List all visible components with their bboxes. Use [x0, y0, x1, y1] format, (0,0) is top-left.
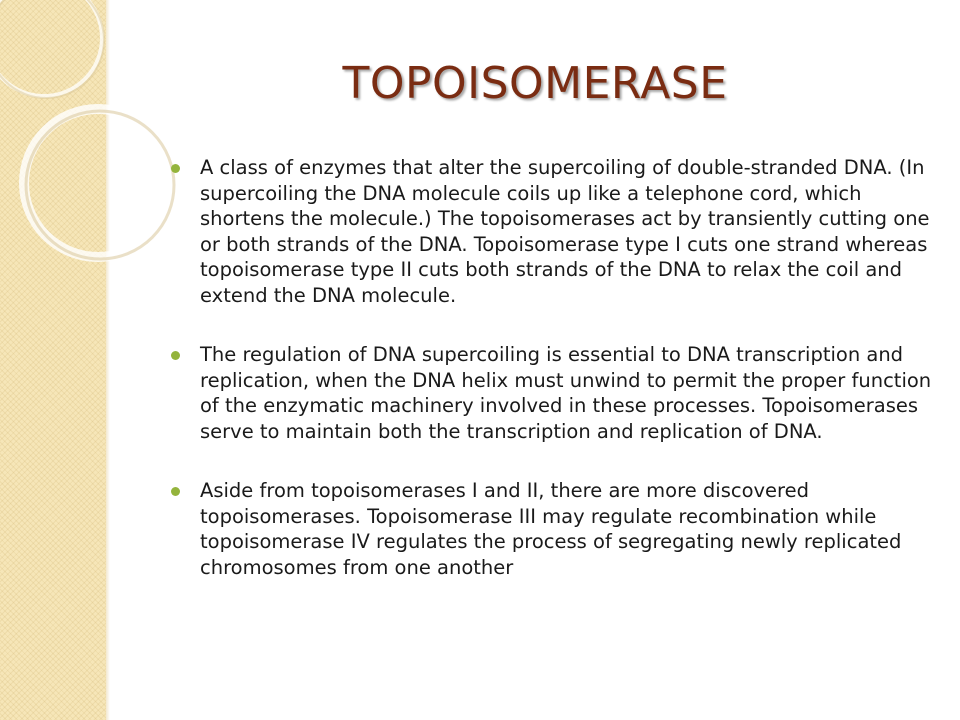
small-ring-shade	[26, 111, 174, 259]
bullet-text: A class of enzymes that alter the supercoiling of double-stranded DNA. (In supercoiling the DNA molecule coils up like a telephone cord, which shortens the molecule.) The topoisomerases act by transiently cutting one or both strands of the DNA. Topoisomerase type I cuts one strand whereas topoisomerase type II cuts both strands of the DNA to relax the coil and extend the DNA molecule.	[200, 156, 930, 307]
bullet-item-other-types	[171, 478, 939, 580]
bullet-text: The regulation of DNA supercoiling is essential to DNA transcription and replication, when the DNA helix must unwind to permit the proper function of the enzymatic machinery involved in these processes. Topoisomerases serve to maintain both the transcription and replication of DNA.	[200, 343, 932, 443]
bullet-item-enzymes	[171, 155, 939, 308]
bullet-dot-icon	[171, 351, 180, 360]
bullet-dot-icon	[171, 164, 180, 173]
bullet-text: Aside from topoisomerases I and II, there are more discovered topoisomerases. Topoisomerase III may regulate recombination while topoisomerase IV regulates the process of segregating newly replicated chromosomes from one another	[200, 479, 902, 579]
slide-title: TOPOISOMERASE	[342, 58, 728, 109]
bullet-list	[171, 155, 939, 580]
large-ring-shade	[0, 0, 104, 98]
bullet-dot-icon	[171, 487, 180, 496]
bullet-item-regulation	[171, 342, 939, 444]
